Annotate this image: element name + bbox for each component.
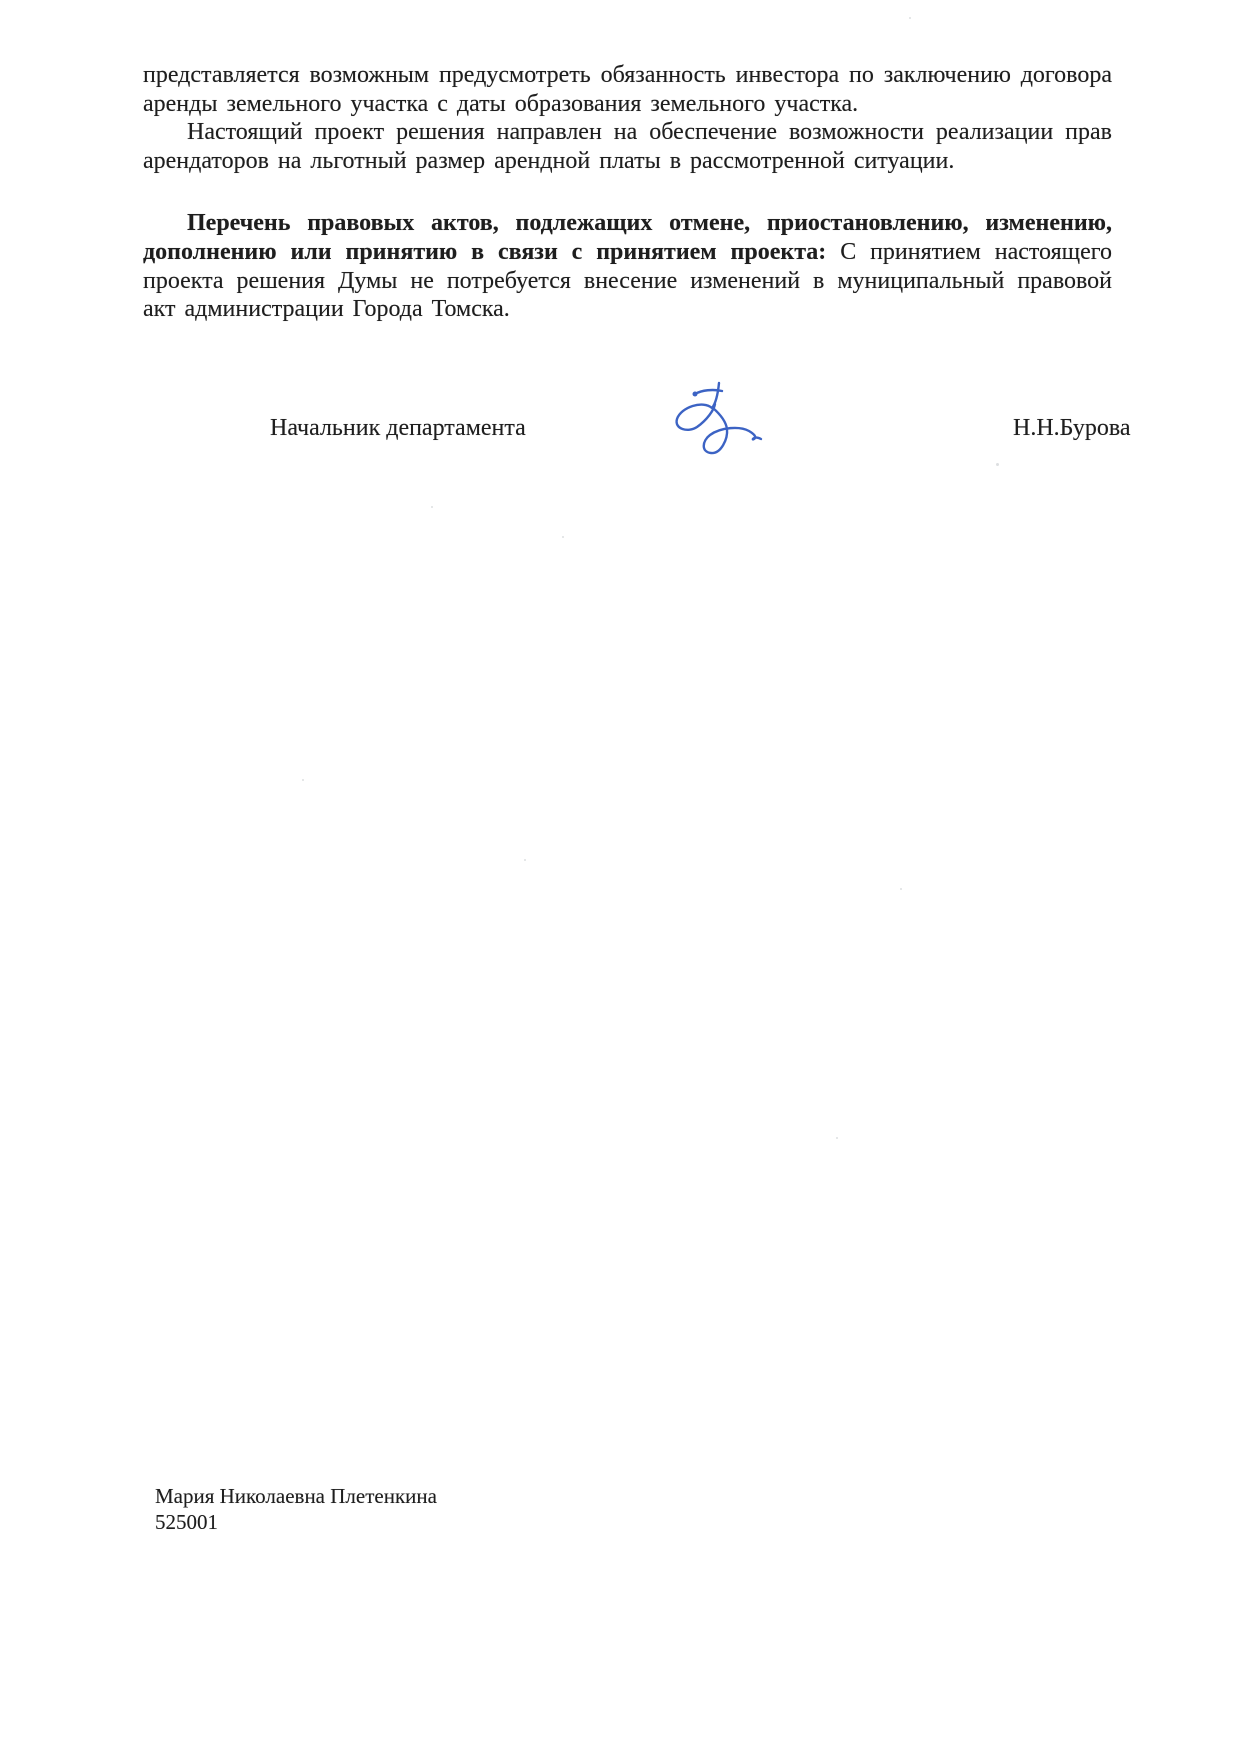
scan-speck [900,888,902,890]
executor-name: Мария Николаевна Плетенкина [155,1484,437,1508]
paragraph-project-aim [143,118,1112,175]
handwritten-signature-icon [668,376,768,461]
paragraph-acts-list-bold-lead: Перечень правовых актов, подлежащих отмене, приостановлению, изменению, дополнению или принятию в связи с принятием проекта: [143,210,1112,265]
signature-position-title: Начальник департамента [270,415,526,441]
scan-speck [562,536,564,538]
scan-speck [996,463,999,466]
paragraph-acts-list-text: С принятием настоящего проекта решения Думы не потребуется внесение изменений в муниципальный правовой акт администрации Города Томска. [143,238,1113,323]
scan-speck [909,17,911,19]
paragraph-acts-list [143,209,1112,323]
scan-speck [431,506,433,508]
executor-contact-block [155,1484,437,1535]
scan-speck [836,1137,838,1139]
signature-ink-strokes [677,383,761,453]
document-body [143,61,1112,324]
paragraph-project-aim-text: Настоящий проект решения направлен на обеспечение возможности реализации прав арендаторов на льготный размер арендной платы в рассмотренной ситуации. [143,119,1112,174]
scan-speck [524,859,526,861]
signatory-name: Н.Н.Бурова [1013,415,1131,441]
scan-speck [302,779,304,781]
executor-phone: 525001 [155,1509,218,1534]
paragraph-continuation-text: представляется возможным предусмотреть обязанность инвестора по заключению договора аренды земельного участка с даты образования земельного участка. [143,62,1112,117]
paragraph-continuation [143,61,1112,118]
